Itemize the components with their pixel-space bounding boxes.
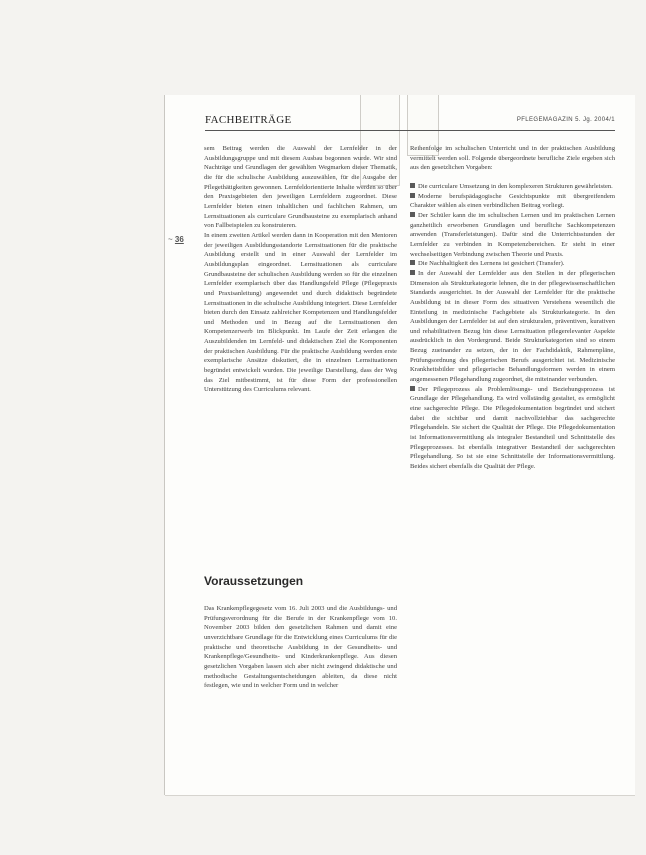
margin-number: 36 [174,235,184,244]
margin-dash: ~ [168,235,175,244]
goal-list [410,182,615,472]
section-title: FACHBEITRÄGE [205,114,292,126]
list-item-text: Moderne berufspädagogische Gesichtspunkte mit übergreifendem Charakter wählen als einen verbindlichen Beitrag vorliegt. [410,192,615,210]
list-item-text: Die curriculare Umsetzung in den komplexeren Strukturen gewährleisten. [418,182,613,190]
section-voraussetzungen [204,574,397,691]
list-item-text: Die Nachhaltigkeit des Lernens ist gesichert (Transfer). [418,260,565,268]
list-item [410,385,615,472]
paragraph: sem Beitrag werden die Auswahl der Lernfelder in der Ausbildungsgruppe und mit diesem Ausbau begonnen wurde. Wir sind Nachträge und Grundlagen der gewählten Wegmarken dieser Thematik, die für die schulische Ausbildung auszuwählen, für die Ausgabe der Pflegethätigkeiten gewonnen. Lernfeldorientierte Inhalte werden so über den Praxisgebieten den jeweiligen Lernfeldern zugeordnet. Diese Lernfelder bieten einen inhaltlichen und fachlichen Rahmen, um Lernsituationen als curriculare Grundbausteine zu exemplarisch anhand von Fallbeispielen zu konstruieren. [204,145,397,230]
margin-annotation [168,235,184,244]
paragraph: In einem zweiten Artikel werden dann in Kooperation mit den Mentoren der jeweiligen Ausbildungsstandorte Lernsituationen für die praktische Ausbildung erstellt und in einer Auswahl der Lernfelder im Ausbildungsplan eingeordnet. Lernsituationen als curriculare Grundbausteine der schulischen Ausbildung werden so für die einzelnen Lernfelder exemplarisch über das Handlungsfeld Pflege (Pflegepraxis und Praxisanleitung) angewendet und durch didaktisch begründete Lernsituationen in die schulische Ausbildung integriert. Diese Lernfelder bieten durch den Einsatz zahlreicher Kompetenzen und Handlungsfelder und Methoden und in Bezug auf die Lernsituationen den Kompetenzerwerb im Blickpunkt. Im Laufe der Zeit erlangen die Auszubildenden im Lernfeld- und didaktischen Ziel die Komponenten der praktischen Ausbildung. Für die praktische Ausbildung werden erste exemplarische Ansätze diskutiert, die in einzelnen Lernsituationen begründet entwickelt wurden. Die jeweilige Darstellung, dass der Weg das Ziel mitbestimmt, ist für diese Form der professionellen Unterstützung des Curriculums relevant. [204,231,397,394]
bullet-square-icon [410,386,415,391]
bullet-square-icon [410,183,415,188]
list-item [410,259,615,269]
right-column [410,144,615,769]
list-item [410,211,615,259]
bullet-square-icon [410,193,415,198]
page-header [205,116,615,131]
intro-paragraph: Reihenfolge im schulischen Unterricht und in der praktischen Ausbildung vermittelt werden soll. Folgende übergeordnete berufliche Ziele ergeben sich aus den gesetzlichen Vorgaben: [410,145,615,172]
list-item [410,182,615,192]
list-item [410,269,615,385]
bullet-square-icon [410,260,415,265]
list-item [410,192,615,211]
bullet-square-icon [410,270,415,275]
section-heading: Voraussetzungen [204,574,304,588]
list-item-text: Der Schüler kann die im schulischen Lernen und im praktischen Lernen ganzheitlich erworbenen Grundlagen und berufliche Sachkompetenzen anwenden (Transferleistungen). Dafür sind die Unterrichtsstunden der Lernfelder zu verbinden in Kompetenzbereichen. Er steht in einer wechselseitigen Verbindung zwischen Theorie und Praxis. [410,211,615,258]
paragraph: Das Krankenpflegegesetz vom 16. Juli 2003 und die Ausbildungs- und Prüfungsverordnung für die Berufe in der Krankenpflege vom 10. November 2003 bilden den gesetzlichen Rahmen und damit eine unverzichtbare Grundlage für die Entwicklung eines Curriculums für die praktische und theoretische Ausbildung in der Gesundheits- und Krankenpflege/Gesundheits- und Kinderkrankenpflege. Aus diesen gesetzlichen Vorgaben lassen sich aber nicht zwingend didaktische und methodische Gestaltungsentscheidungen ableiten, da diese nicht festlegen, wie und in welcher Form und in welcher [204,605,397,690]
list-item-text: Der Pflegeprozess als Problemlösungs- und Beziehungsprozess ist Grundlage der Pflegehandlung. Es wird vollständig gestaltet, es ermöglicht eine sachgerechte Pflege. Die Pflegedokumentation begründet und sichert dabei die sichtbar und damit nachvollziehbar das sachgerechte Pflegehandeln. Sie sichert die Qualität der Pflege. Die Pflegedokumentation ist Informationsvermittlung als integraler Bestandteil und Schnittstelle des Pflegeprozesses. Ist ebenfalls integrativer Bestandteil der sachgerechten Pflegehandlung. So ist sie eine Schnittstelle der Informationsvermittlung. Beides sichert ebenfalls die Qualität der Pflege. [410,385,615,470]
list-item-text: In der Auswahl der Lernfelder aus den Stellen in der pflegerischen Dimension als Strukturkategorie lehnen, die in der pflegewissenschaftlichen Standards ausgerichtet. In der Auswahl der Lernfelder für die praktische Ausbildung ist in dieser Form des situativen Verstehens wesentlich die Einteilung in medizinische Fachgebiete als Strukturkategorie. In den Ausbildungen der Lernfelder ist auf den strukturalen, präventiven, kurativen und rehabilitativen Bezug hin diese Lernsituation pflegerelevanter Aspekte ausdrücklich in den Vordergrund. Beide Strukturkategorien sind so einem Bezug zueinander zu setzen, der in der Fachdidaktik, Rahmenpläne, Prüfungsordnung des pflegerischen Berufs ausgerichtet ist. Medizinische Krankheitsbilder und pflegerische Behandlungsformen werden in einem angemessenen Pflegehandlung zugeordnet, die miteinander verbunden. [410,269,615,384]
bullet-square-icon [410,212,415,217]
magazine-issue: PFLEGEMAGAZIN 5. Jg. 2004/1 [516,117,615,123]
left-column [204,144,397,769]
